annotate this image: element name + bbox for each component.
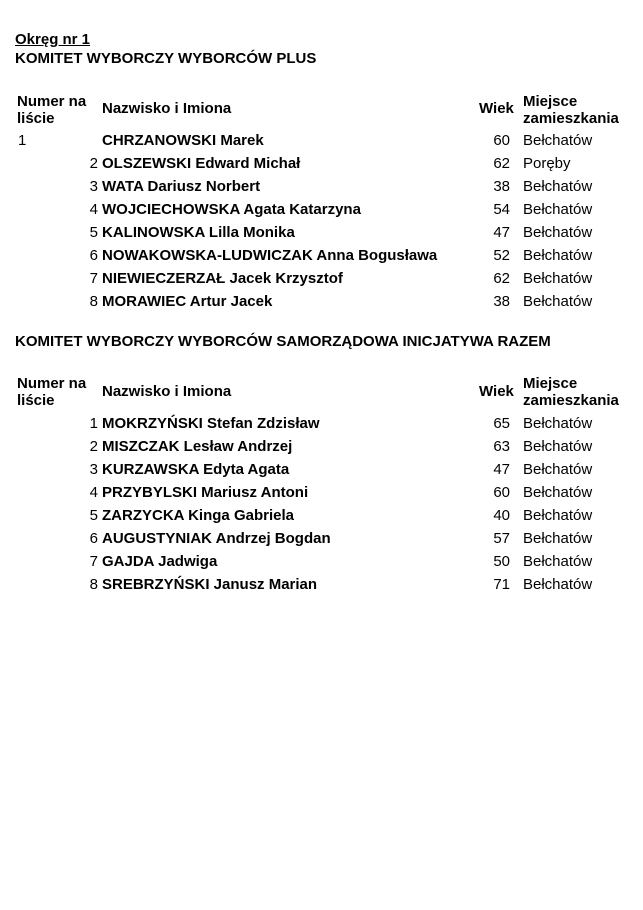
candidate-place: Bełchatów xyxy=(523,553,593,570)
candidate-name: WATA Dariusz Norbert xyxy=(102,178,261,195)
candidate-row xyxy=(0,461,643,484)
candidate-row xyxy=(0,247,643,270)
header-number: Numer na liście xyxy=(17,93,87,127)
committee-title: KOMITET WYBORCZY WYBORCÓW PLUS xyxy=(15,50,317,67)
candidate-name: OLSZEWSKI Edward Michał xyxy=(102,155,301,172)
candidate-row xyxy=(0,155,643,178)
candidate-place: Bełchatów xyxy=(523,576,593,593)
header-name: Nazwisko i Imiona xyxy=(102,383,232,400)
candidate-place: Bełchatów xyxy=(523,415,593,432)
candidate-row xyxy=(0,484,643,507)
candidate-number: 8 xyxy=(89,576,98,593)
candidate-place: Bełchatów xyxy=(523,270,593,287)
candidate-row xyxy=(0,553,643,576)
candidate-place: Bełchatów xyxy=(523,484,593,501)
committee-title: KOMITET WYBORCZY WYBORCÓW SAMORZĄDOWA INICJATYWA RAZEM xyxy=(15,333,551,350)
candidate-name: MOKRZYŃSKI Stefan Zdzisław xyxy=(102,415,320,432)
candidate-name: GAJDA Jadwiga xyxy=(102,553,218,570)
candidate-age: 50 xyxy=(493,553,510,570)
candidate-number: 2 xyxy=(89,155,98,172)
candidate-age: 60 xyxy=(493,132,510,149)
candidate-row xyxy=(0,178,643,201)
candidate-age: 63 xyxy=(493,438,510,455)
candidate-number: 7 xyxy=(89,270,98,287)
candidate-row xyxy=(0,201,643,224)
candidate-row xyxy=(0,224,643,247)
candidate-name: NOWAKOWSKA-LUDWICZAK Anna Bogusława xyxy=(102,247,438,264)
header-age: Wiek xyxy=(479,100,514,117)
candidate-number: 6 xyxy=(89,247,98,264)
candidate-name: SREBRZYŃSKI Janusz Marian xyxy=(102,576,318,593)
candidate-place: Bełchatów xyxy=(523,438,593,455)
candidate-age: 54 xyxy=(493,201,510,218)
candidate-age: 65 xyxy=(493,415,510,432)
candidate-number: 7 xyxy=(89,553,98,570)
candidate-number: 8 xyxy=(89,293,98,310)
candidate-name: KALINOWSKA Lilla Monika xyxy=(102,224,295,241)
candidate-number: 3 xyxy=(89,178,98,195)
candidate-name: CHRZANOWSKI Marek xyxy=(102,132,264,149)
candidate-age: 47 xyxy=(493,461,510,478)
candidate-name: MORAWIEC Artur Jacek xyxy=(102,293,273,310)
candidate-age: 60 xyxy=(493,484,510,501)
candidate-number: 5 xyxy=(89,507,98,524)
candidate-row xyxy=(0,530,643,553)
candidate-age: 62 xyxy=(493,270,510,287)
candidate-name: AUGUSTYNIAK Andrzej Bogdan xyxy=(102,530,331,547)
candidate-place: Bełchatów xyxy=(523,132,593,149)
candidate-number: 2 xyxy=(89,438,98,455)
candidate-name: NIEWIECZERZAŁ Jacek Krzysztof xyxy=(102,270,343,287)
candidate-age: 47 xyxy=(493,224,510,241)
candidate-name: WOJCIECHOWSKA Agata Katarzyna xyxy=(102,201,361,218)
candidate-name: PRZYBYLSKI Mariusz Antoni xyxy=(102,484,309,501)
candidate-place: Bełchatów xyxy=(523,224,593,241)
candidate-place: Bełchatów xyxy=(523,201,593,218)
header-age: Wiek xyxy=(479,383,514,400)
candidate-age: 40 xyxy=(493,507,510,524)
candidate-number: 5 xyxy=(89,224,98,241)
candidate-row xyxy=(0,270,643,293)
candidate-place: Poręby xyxy=(523,155,571,172)
candidate-row xyxy=(0,438,643,461)
candidate-number: 6 xyxy=(89,530,98,547)
candidate-name: KURZAWSKA Edyta Agata xyxy=(102,461,290,478)
candidate-number: 3 xyxy=(89,461,98,478)
candidate-age: 71 xyxy=(493,576,510,593)
candidate-place: Bełchatów xyxy=(523,178,593,195)
district-title: Okręg nr 1 xyxy=(15,31,91,48)
candidate-age: 38 xyxy=(493,293,510,310)
candidate-place: Bełchatów xyxy=(523,247,593,264)
candidate-number: 4 xyxy=(89,201,98,218)
header-place: Miejsce zamieszkania xyxy=(523,93,619,127)
candidate-number: 4 xyxy=(89,484,98,501)
candidate-place: Bełchatów xyxy=(523,293,593,310)
candidate-number: 1 xyxy=(89,415,98,432)
header-place: Miejsce zamieszkania xyxy=(523,375,619,409)
candidate-age: 57 xyxy=(493,530,510,547)
candidate-place: Bełchatów xyxy=(523,530,593,547)
candidate-name: ZARZYCKA Kinga Gabriela xyxy=(102,507,294,524)
candidate-place: Bełchatów xyxy=(523,507,593,524)
candidate-row xyxy=(0,576,643,599)
candidate-age: 52 xyxy=(493,247,510,264)
header-name: Nazwisko i Imiona xyxy=(102,100,232,117)
candidate-age: 38 xyxy=(493,178,510,195)
candidate-age: 62 xyxy=(493,155,510,172)
candidate-number: 1 xyxy=(18,132,27,149)
candidate-row xyxy=(0,507,643,530)
candidate-row xyxy=(0,293,643,316)
candidate-row xyxy=(0,132,643,155)
candidate-place: Bełchatów xyxy=(523,461,593,478)
candidate-row xyxy=(0,415,643,438)
candidate-name: MISZCZAK Lesław Andrzej xyxy=(102,438,293,455)
header-number: Numer na liście xyxy=(17,375,87,409)
